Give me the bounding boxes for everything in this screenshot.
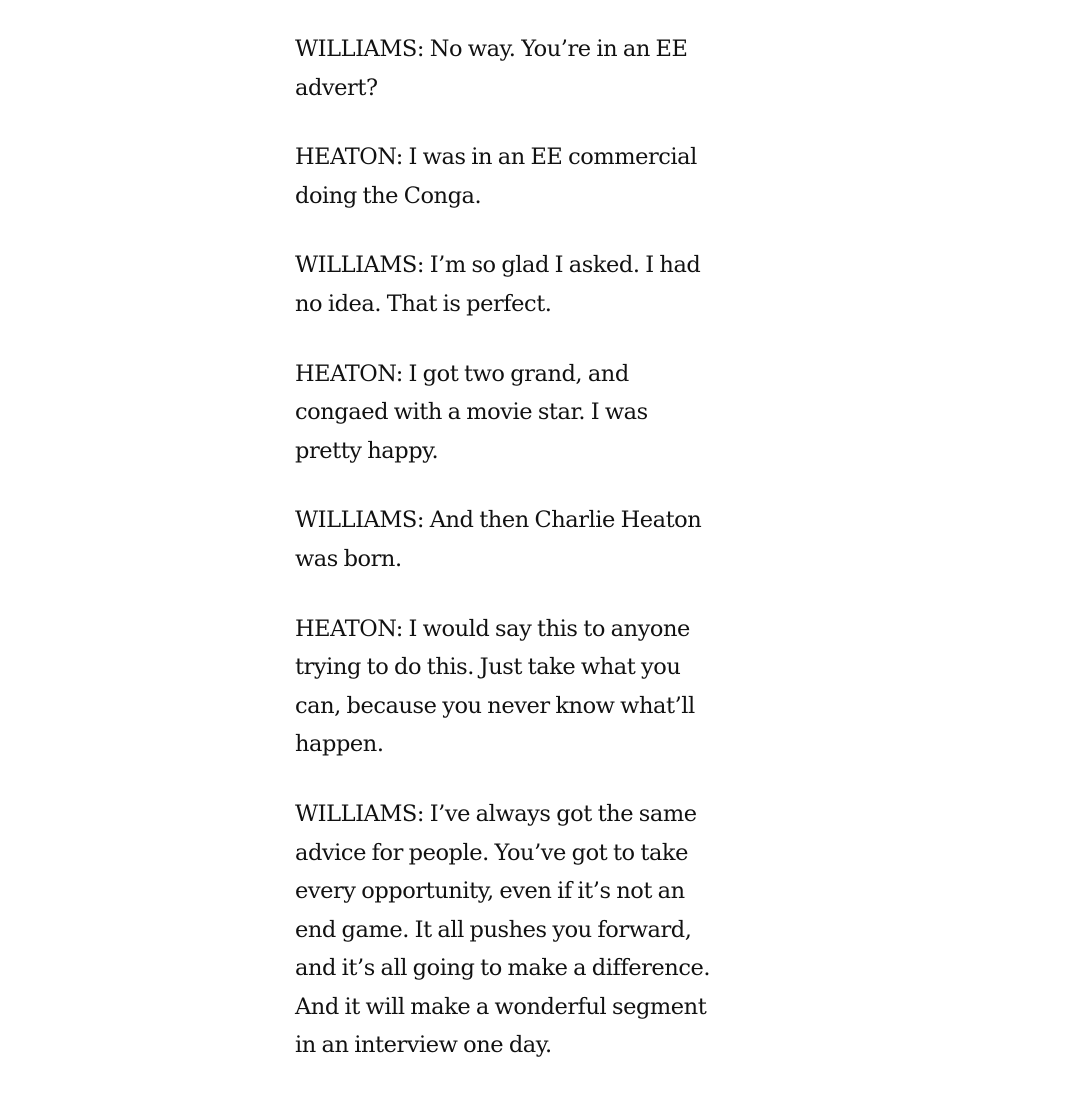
- text-line: was born.: [295, 545, 402, 572]
- text-line: pretty happy.: [295, 437, 439, 464]
- transcript-paragraph-heaton-2: [295, 355, 795, 471]
- text-line: can, because you never know what’ll: [295, 692, 695, 719]
- transcript-paragraph-williams-4: [295, 795, 795, 1065]
- text-line: no idea. That is perfect.: [295, 290, 552, 317]
- text-line: HEATON: I got two grand, and: [295, 360, 629, 387]
- text-line: trying to do this. Just take what you: [295, 654, 681, 681]
- transcript-paragraph-heaton-1: [295, 138, 795, 215]
- text-line: And it will make a wonderful segment: [295, 993, 707, 1020]
- transcript-paragraph-williams-1: [295, 30, 795, 107]
- text-line: in an interview one day.: [295, 1032, 552, 1059]
- text-line: WILLIAMS: And then Charlie Heaton: [295, 507, 702, 534]
- text-line: congaed with a movie star. I was: [295, 399, 648, 426]
- text-line: WILLIAMS: I’m so glad I asked. I had: [295, 252, 701, 279]
- text-line: HEATON: I was in an EE commercial: [295, 144, 697, 171]
- text-line: every opportunity, even if it’s not an: [295, 878, 685, 905]
- transcript-paragraph-heaton-3: [295, 610, 795, 764]
- text-line: WILLIAMS: I’ve always got the same: [295, 800, 697, 827]
- transcript-paragraph-williams-3: [295, 501, 795, 578]
- text-line: happen.: [295, 731, 384, 758]
- text-line: advert?: [295, 74, 378, 101]
- text-line: WILLIAMS: No way. You’re in an EE: [295, 36, 688, 62]
- transcript-paragraph-williams-2: [295, 246, 795, 323]
- text-line: advice for people. You’ve got to take: [295, 839, 688, 866]
- text-line: doing the Conga.: [295, 182, 482, 209]
- text-line: HEATON: I would say this to anyone: [295, 615, 690, 642]
- text-line: end game. It all pushes you forward,: [295, 916, 692, 943]
- transcript-page: [295, 30, 795, 1096]
- text-line: and it’s all going to make a difference.: [295, 955, 711, 982]
